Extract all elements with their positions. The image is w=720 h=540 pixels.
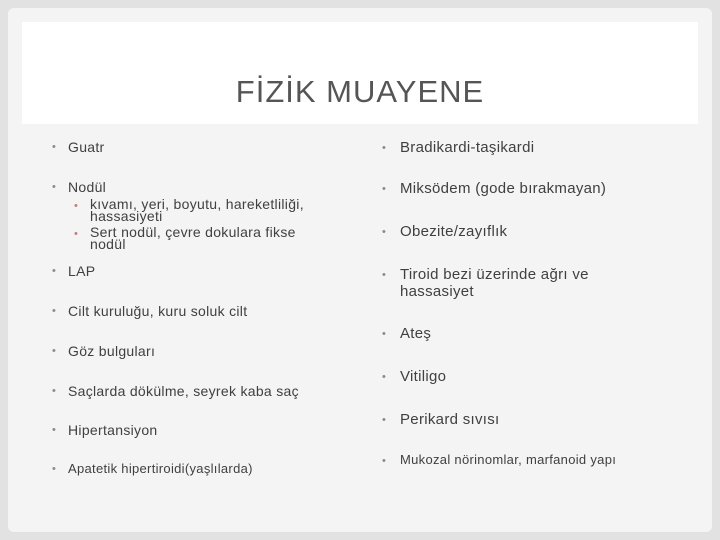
title-box — [22, 22, 698, 124]
item-text: Miksödem (gode bırakmayan) — [400, 180, 607, 197]
item-text: Guatr — [68, 139, 105, 155]
item-text: Bradikardi-taşikardi — [400, 139, 535, 156]
bullet-icon: • — [382, 414, 387, 426]
bullet-icon: • — [52, 141, 57, 153]
bullet-icon: • — [382, 328, 387, 340]
item-text: Obezite/zayıflık — [400, 223, 508, 240]
bullet-icon: • — [52, 265, 57, 277]
item-text: Mukozal nörinomlar, marfanoid yapı — [400, 452, 617, 467]
item-text: LAP — [68, 263, 96, 279]
bullet-icon: • — [382, 455, 387, 467]
bullet-icon: • — [52, 181, 57, 193]
item-text: Perikard sıvısı — [400, 411, 500, 428]
bullet-icon: • — [52, 424, 57, 436]
item-text: kıvamı, yeri, boyutu, hareketliliği, hassasiyeti — [90, 196, 304, 224]
bullet-icon: • — [382, 142, 387, 154]
item-text: Nodül — [68, 179, 107, 195]
bullet-icon: • — [382, 226, 387, 238]
slide-title: FİZİK MUAYENE — [235, 74, 485, 109]
bullet-icon: • — [382, 183, 387, 195]
bullet-icon: • — [382, 371, 387, 383]
bullet-icon: • — [52, 463, 57, 475]
bullet-icon: • — [382, 269, 387, 281]
sub-bullet-icon: • — [74, 228, 79, 240]
bullet-icon: • — [52, 305, 57, 317]
item-text: Tiroid bezi üzerinde ağrı ve hassasiyet — [400, 266, 589, 300]
bullet-icon: • — [52, 385, 57, 397]
item-text: Vitiligo — [400, 368, 447, 385]
item-text: Göz bulguları — [68, 343, 156, 359]
item-text: Cilt kuruluğu, kuru soluk cilt — [68, 303, 248, 319]
item-text: Ateş — [400, 325, 432, 342]
sub-bullet-icon: • — [74, 200, 79, 212]
item-text: Apatetik hipertiroidi(yaşlılarda) — [68, 461, 253, 476]
bullet-icon: • — [52, 345, 57, 357]
item-text: Saçlarda dökülme, seyrek kaba saç — [68, 383, 299, 399]
item-text: Hipertansiyon — [68, 422, 158, 438]
item-text: Sert nodül, çevre dokulara fikse nodül — [90, 224, 296, 252]
